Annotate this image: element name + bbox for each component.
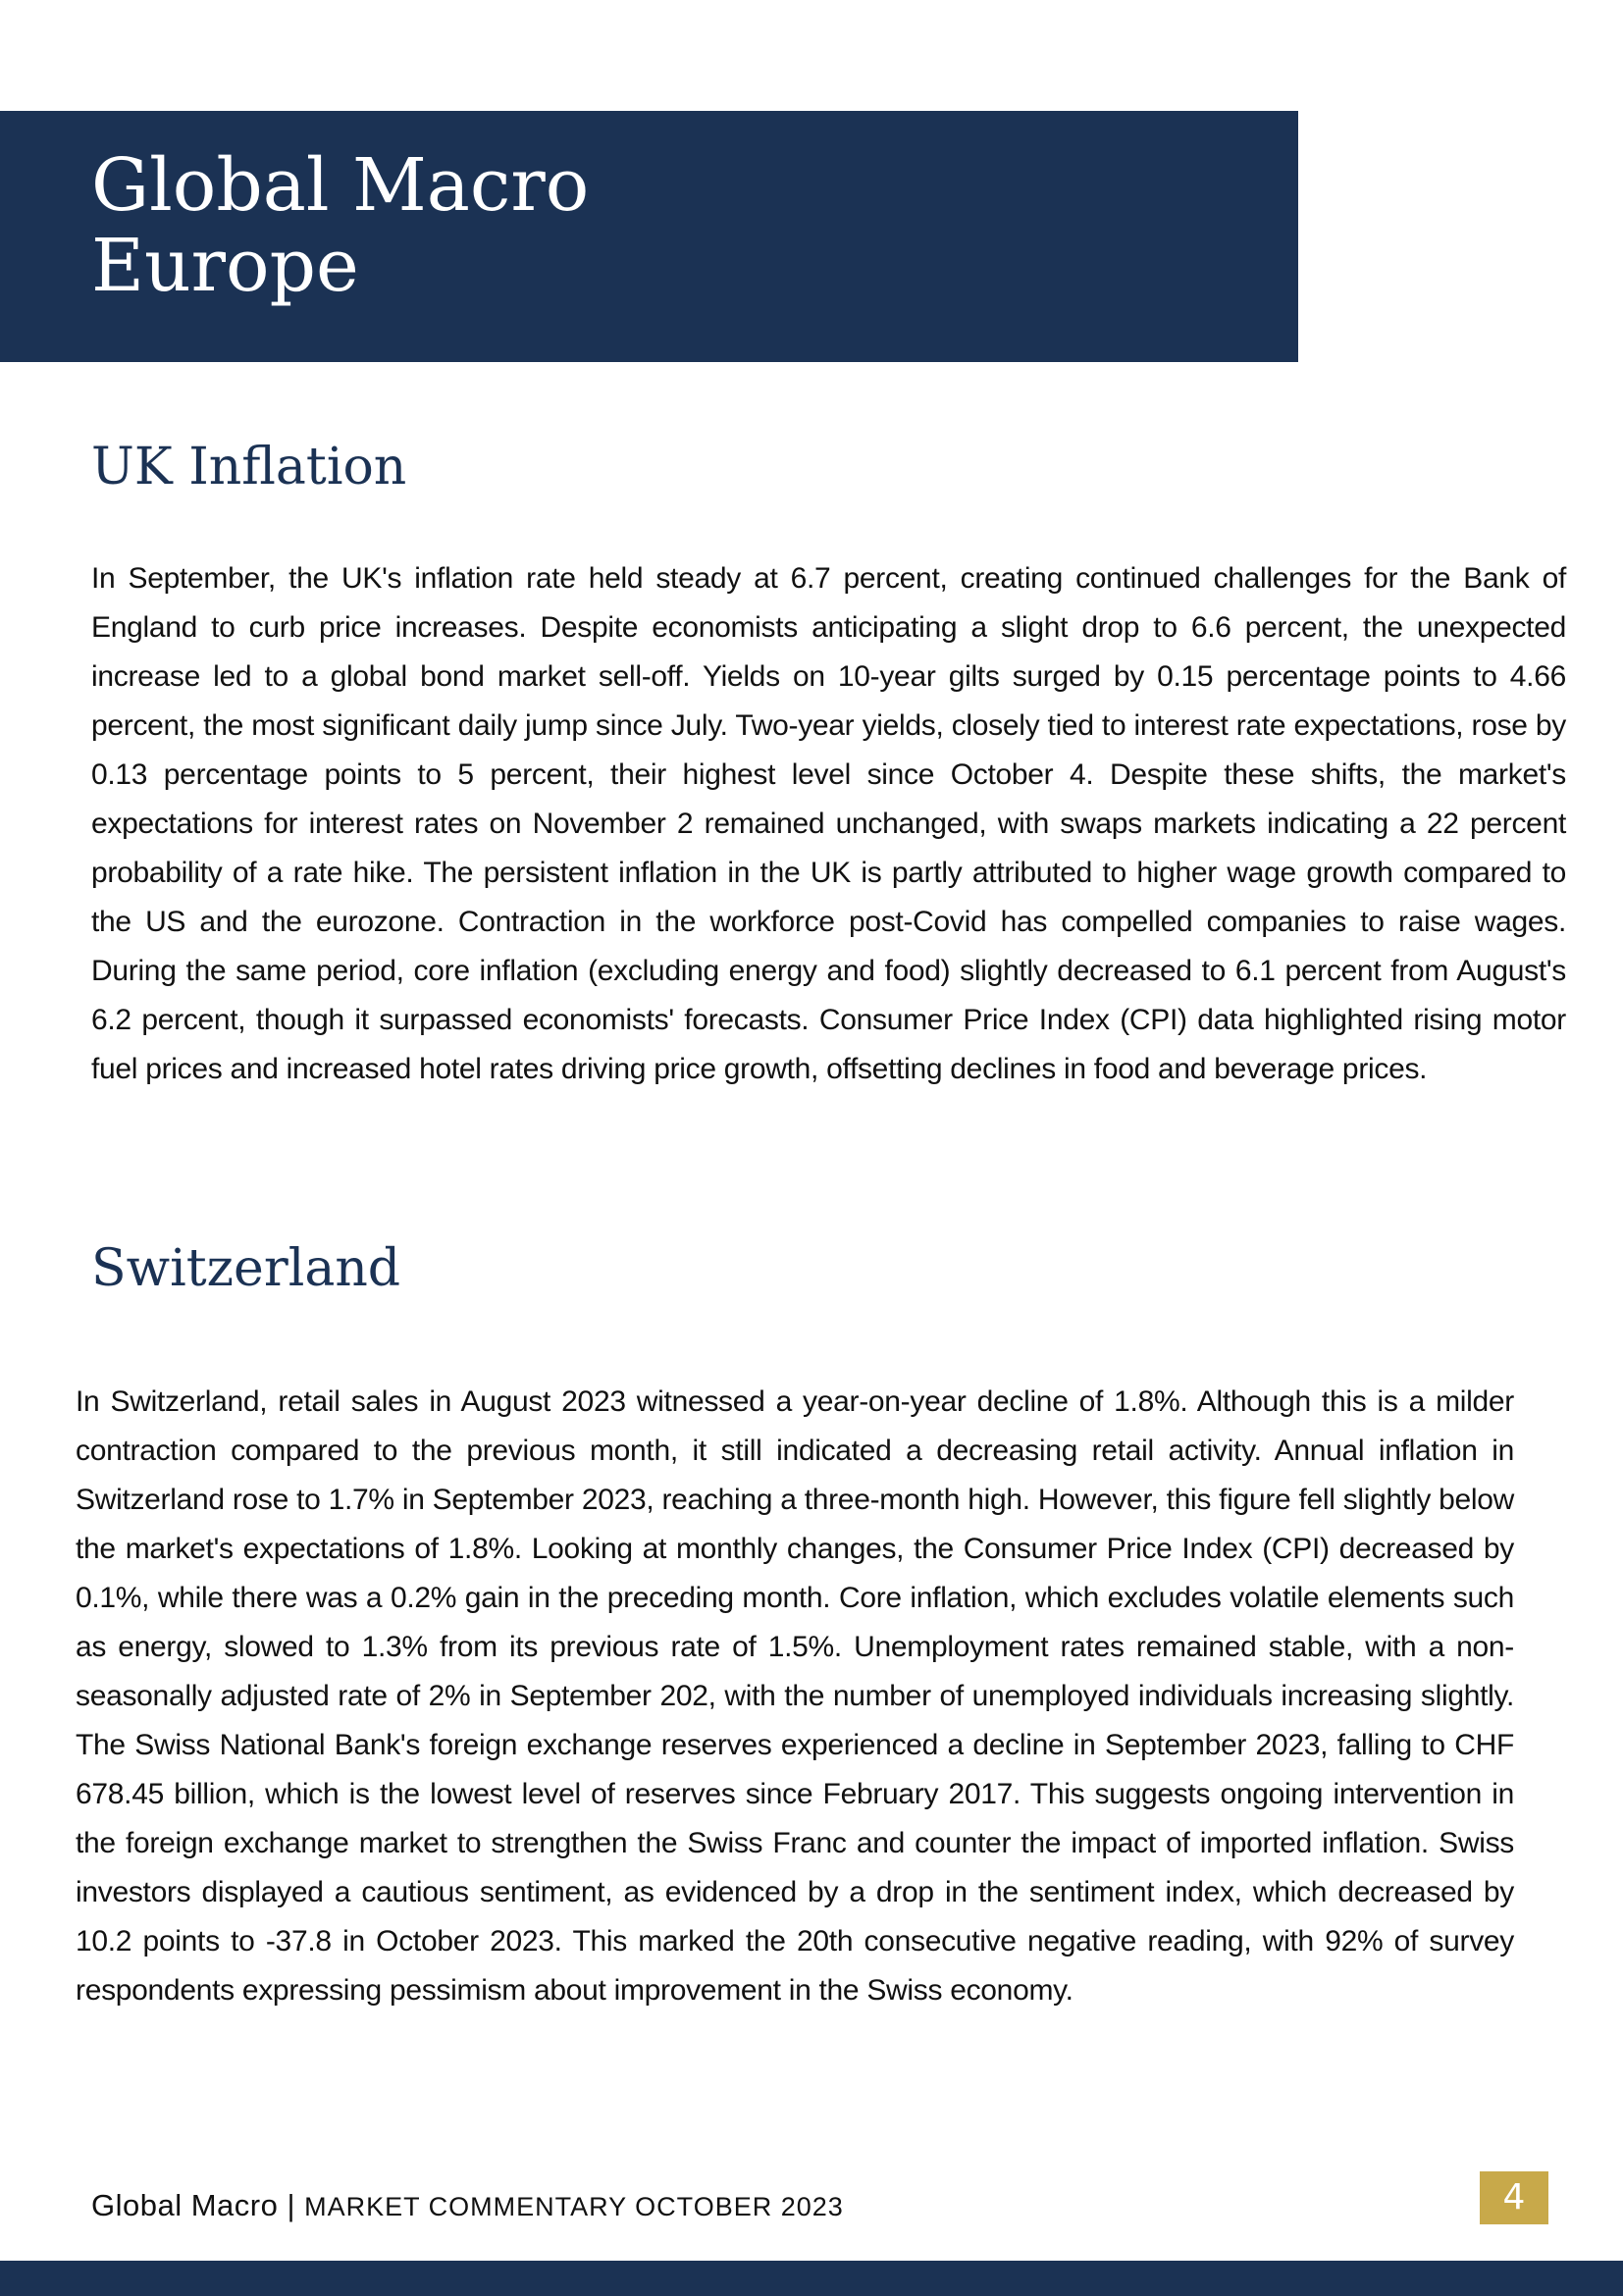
bottom-bar [0, 2261, 1623, 2296]
page-title: Global Macro Europe [91, 143, 590, 308]
section-body-uk-inflation: In September, the UK's inflation rate held steady at 6.7 percent, creating continued challenges for the Bank of England to curb price increases. Despite economists anticipating a slight drop to 6.6 percent, the unexpected increase led to a global bond market sell-off. Yields on 10-year gilts surged by 0.15 percentage points to 4.66 percent, the most significant daily jump since July. Two-year yields, closely tied to interest rate expectations, rose by 0.13 percentage points to 5 percent, their highest level since October 4. Despite these shifts, the market's expectations for interest rates on November 2 remained unchanged, with swaps markets indicating a 22 percent probability of a rate hike. The persistent inflation in the UK is partly attributed to higher wage growth compared to the US and the eurozone. Contraction in the workforce post-Covid has compelled companies to raise wages. During the same period, core inflation (excluding energy and food) slightly decreased to 6.1 percent from August's 6.2 percent, though it surpassed economists' forecasts. Consumer Price Index (CPI) data highlighted rising motor fuel prices and increased hotel rates driving price growth, offsetting declines in food and beverage prices. [91, 562, 1566, 1085]
section-heading-uk-inflation: UK Inflation [91, 438, 407, 496]
section-heading-switzerland: Switzerland [91, 1239, 401, 1298]
footer-subtitle: MARKET COMMENTARY OCTOBER 2023 [304, 2192, 844, 2221]
section-body-switzerland: In Switzerland, retail sales in August 2023 witnessed a year-on-year decline of 1.8%. Although this is a milder contraction compared to the previous month, it still indicated a decreasing retail activity. Annual inflation in Switzerland rose to 1.7% in September 2023, reaching a three-month high. However, this figure fell slightly below the market's expectations of 1.8%. Looking at monthly changes, the Consumer Price Index (CPI) decreased by 0.1%, while there was a 0.2% gain in the preceding month. Core inflation, which excludes volatile elements such as energy, slowed to 1.3% from its previous rate of 1.5%. Unemployment rates remained stable, with a non-seasonally adjusted rate of 2% in September 202, with the number of unemployed individuals increasing slightly. The Swiss National Bank's foreign exchange reserves experienced a decline in September 2023, falling to CHF 678.45 billion, which is the lowest level of reserves since February 2017. This suggests ongoing intervention in the foreign exchange market to strengthen the Swiss Franc and counter the impact of imported inflation. Swiss investors displayed a cautious sentiment, as evidenced by a drop in the sentiment index, which decreased by 10.2 points to -37.8 in October 2023. This marked the 20th consecutive negative reading, with 92% of survey respondents expressing pessimism about improvement in the Swiss economy. [76, 1385, 1514, 2007]
footer-brand: Global Macro [91, 2188, 279, 2222]
footer-separator: | [278, 2188, 305, 2222]
footer-label [91, 2186, 844, 2226]
page-number-badge: 4 [1480, 2171, 1548, 2224]
